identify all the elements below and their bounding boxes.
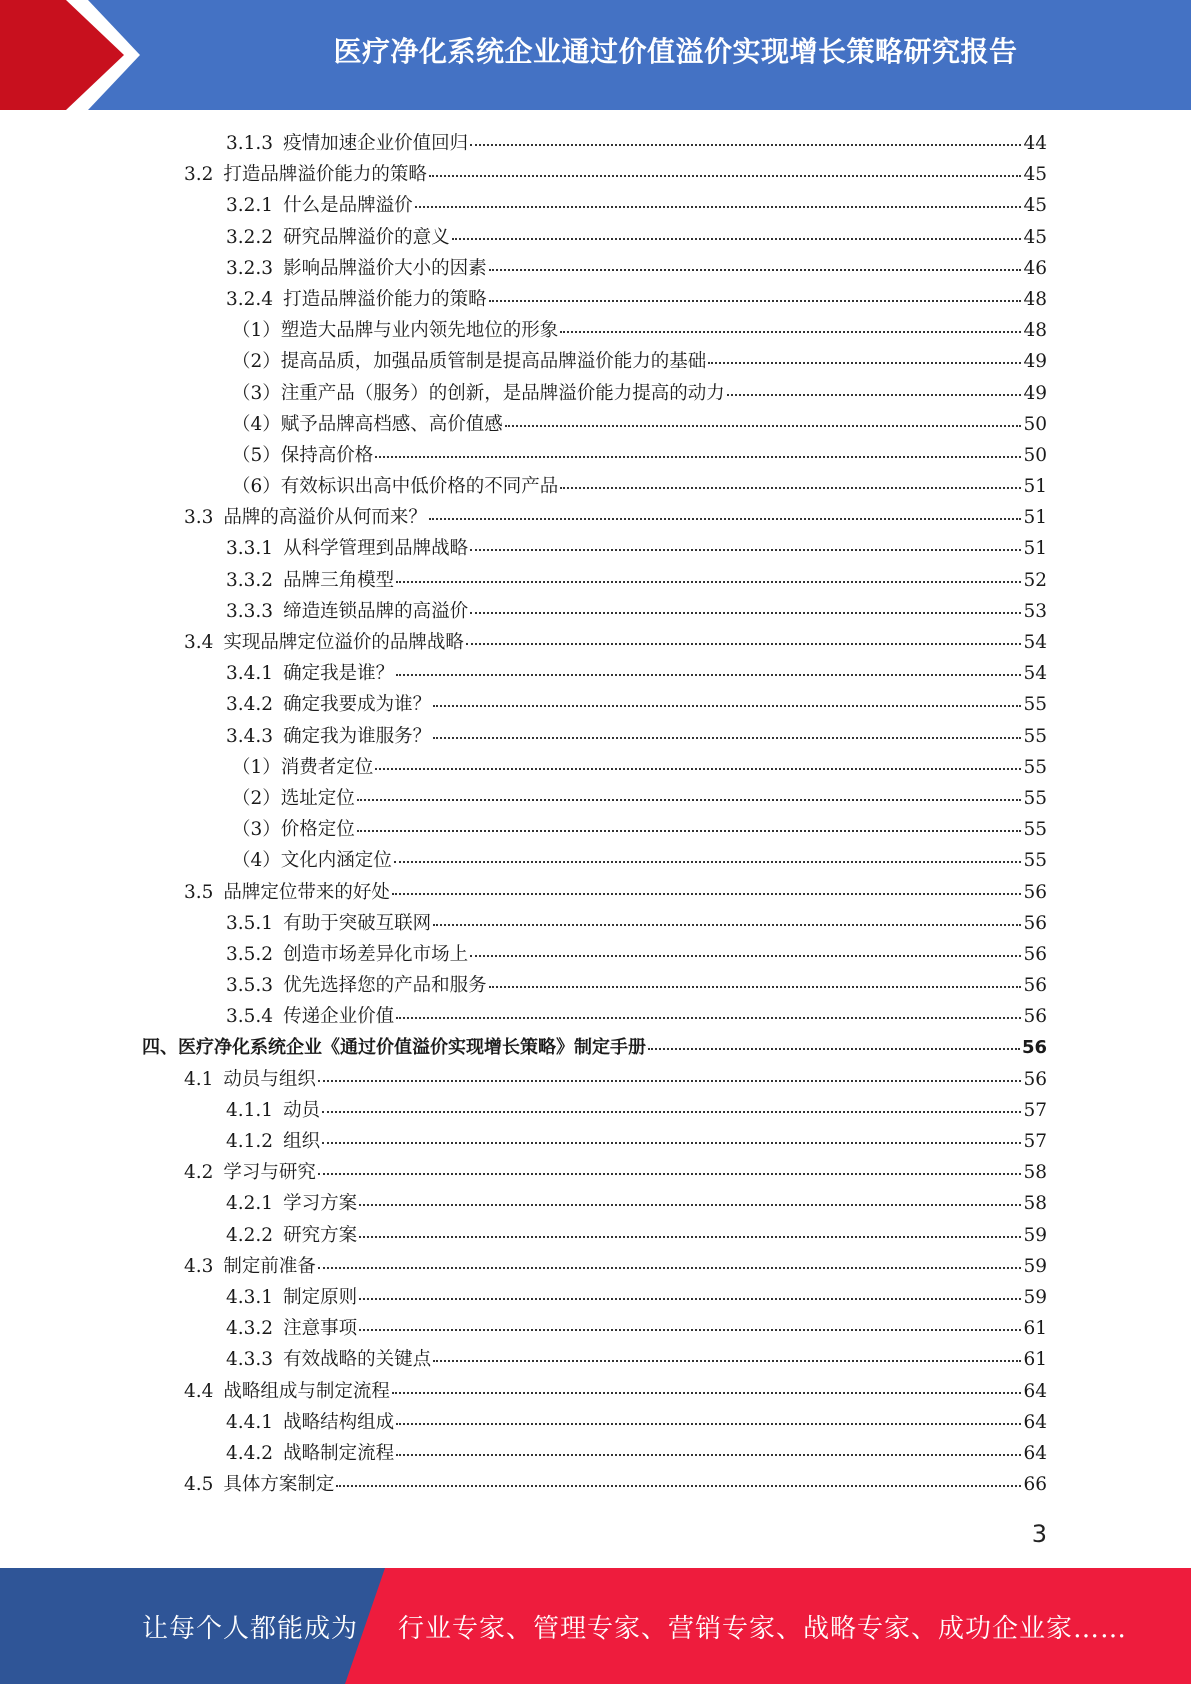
toc-entry-text: （4）赋予品牌高档感、高价值感: [232, 413, 503, 435]
footer-slogan-right: 行业专家、管理专家、营销专家、战略专家、成功企业家……: [398, 1613, 1128, 1644]
toc-entry-text: 有助于突破互联网: [283, 912, 432, 934]
toc-entry-page: 58: [1023, 1193, 1047, 1215]
toc-entry[interactable]: [0, 1251, 1191, 1282]
toc-entry[interactable]: [0, 1126, 1191, 1157]
toc-entry-number: 3.1.3: [226, 133, 274, 154]
toc-entry[interactable]: [0, 284, 1191, 315]
toc-entry-label: [226, 1126, 320, 1157]
toc-entry-number: 3.2.3: [226, 257, 274, 279]
toc-entry-text: 打造品牌溢价能力的策略: [283, 288, 487, 310]
toc-entry-page: 48: [1023, 288, 1047, 310]
toc-dot-leader: [433, 704, 1021, 707]
toc-entry-label: [226, 1220, 357, 1251]
toc-entry-number: 3.3.3: [226, 600, 274, 622]
toc-entry-page: 54: [1023, 632, 1047, 653]
toc-entry[interactable]: [0, 1313, 1191, 1344]
toc-dot-leader: [375, 455, 1021, 458]
toc-entry[interactable]: [0, 471, 1191, 502]
toc-entry-page: 45: [1023, 226, 1047, 248]
toc-entry[interactable]: [0, 533, 1191, 564]
toc-entry-text: （5）保持高价格: [232, 444, 374, 466]
toc-entry[interactable]: [0, 752, 1191, 783]
toc-entry[interactable]: [0, 814, 1191, 845]
toc-entry-text: 优先选择您的产品和服务: [283, 975, 487, 997]
toc-entry-label: [226, 1188, 357, 1219]
toc-entry[interactable]: [0, 502, 1191, 533]
toc-entry-text: 研究方案: [283, 1224, 358, 1246]
toc-entry[interactable]: [0, 1064, 1191, 1095]
toc-entry-text: 什么是品牌溢价: [283, 195, 413, 217]
toc-entry-label: [232, 845, 392, 876]
toc-entry-text: 战略结构组成: [283, 1411, 395, 1433]
toc-entry-page: 61: [1023, 1318, 1047, 1340]
toc-entry-label: [226, 533, 468, 564]
toc-entry[interactable]: [0, 627, 1191, 658]
toc-dot-leader: [415, 205, 1022, 208]
toc-entry-label: [226, 1001, 394, 1032]
toc-entry[interactable]: [0, 1095, 1191, 1126]
toc-entry-text: 有效战略的关键点: [283, 1349, 432, 1371]
toc-entry-text: （6）有效标识出高中低价格的不同产品: [232, 476, 559, 498]
toc-entry[interactable]: [0, 1407, 1191, 1438]
toc-entry-label: [226, 1438, 394, 1469]
toc-entry-number: 4.3.2: [226, 1318, 274, 1340]
toc-entry-page: 53: [1023, 600, 1047, 622]
toc-dot-leader: [394, 860, 1022, 863]
toc-dot-leader: [359, 1328, 1021, 1331]
toc-entry-label: [226, 1344, 431, 1375]
toc-entry-label: [184, 627, 464, 658]
toc-entry-label: [226, 222, 450, 253]
toc-entry[interactable]: [0, 253, 1191, 284]
toc-dot-leader: [433, 1359, 1021, 1362]
toc-dot-leader: [489, 299, 1022, 302]
toc-dot-leader: [359, 1297, 1021, 1300]
toc-entry-number: 4.4: [184, 1380, 214, 1402]
toc-entry-number: 4.5: [184, 1474, 214, 1496]
toc-entry-text: 战略组成与制定流程: [223, 1380, 390, 1402]
toc-entry-label: [232, 409, 503, 440]
toc-entry-page: 46: [1023, 257, 1047, 279]
toc-entry[interactable]: [0, 1469, 1191, 1500]
toc-entry[interactable]: [0, 1282, 1191, 1313]
toc-entry[interactable]: [0, 689, 1191, 720]
toc-entry-label: [184, 1469, 334, 1500]
toc-entry-number: 3.3: [184, 507, 214, 529]
toc-entry-text: 学习与研究: [223, 1162, 316, 1184]
toc-entry-label: [142, 1032, 646, 1063]
header-arrow-decoration: [0, 0, 160, 110]
toc-entry-label: [184, 1157, 316, 1188]
toc-dot-leader: [489, 268, 1022, 271]
toc-entry-number: 4.3: [184, 1255, 214, 1277]
toc-entry-page: 51: [1023, 476, 1047, 498]
toc-entry-page: 56: [1023, 881, 1047, 903]
toc-entry[interactable]: [0, 1376, 1191, 1407]
toc-entry-page: 55: [1023, 819, 1047, 841]
toc-entry-number: 3.4.3: [226, 725, 274, 747]
toc-entry-label: [232, 346, 706, 377]
toc-dot-leader: [470, 611, 1021, 614]
toc-entry-label: [226, 1407, 394, 1438]
toc-entry[interactable]: [0, 128, 1191, 159]
toc-entry-label: [226, 253, 487, 284]
toc-entry-text: （4）文化内涵定位: [232, 850, 392, 872]
toc-entry-number: 4.4.1: [226, 1411, 274, 1433]
toc-entry-text: 打造品牌溢价能力的策略: [223, 164, 427, 186]
toc-dot-leader: [375, 767, 1021, 770]
toc-entry-text: 动员与组织: [223, 1068, 316, 1090]
toc-dot-leader: [336, 1484, 1021, 1487]
toc-entry[interactable]: [0, 1001, 1191, 1032]
toc-entry-label: [232, 752, 373, 783]
toc-entry[interactable]: [0, 190, 1191, 221]
toc-dot-leader: [560, 486, 1021, 489]
toc-entry-label: [226, 565, 394, 596]
toc-entry-number: 4.1: [184, 1068, 214, 1090]
table-of-contents: [0, 128, 1191, 1500]
toc-dot-leader: [489, 985, 1022, 988]
toc-entry[interactable]: [0, 222, 1191, 253]
toc-entry-number: 3.5.4: [226, 1006, 274, 1028]
toc-entry-label: [226, 1095, 320, 1126]
toc-dot-leader: [452, 237, 1022, 240]
toc-entry-label: [226, 284, 487, 315]
toc-entry[interactable]: [0, 596, 1191, 627]
toc-entry-text: 组织: [283, 1131, 321, 1152]
toc-entry-page: 49: [1023, 351, 1047, 373]
toc-entry-number: 4.3.3: [226, 1349, 274, 1371]
toc-entry-label: [226, 908, 431, 939]
toc-dot-leader: [429, 517, 1022, 520]
toc-entry-page: 55: [1023, 787, 1047, 809]
toc-dot-leader: [727, 393, 1022, 396]
toc-entry-number: 3.5.1: [226, 912, 274, 934]
toc-entry[interactable]: [0, 658, 1191, 689]
toc-entry-text: 疫情加速企业价值回归: [283, 133, 469, 154]
toc-dot-leader: [708, 361, 1021, 364]
toc-entry-page: 45: [1023, 164, 1047, 186]
toc-entry-label: [184, 1376, 390, 1407]
toc-entry-number: 3.5: [184, 881, 214, 903]
toc-entry-text: 注意事项: [283, 1318, 358, 1340]
toc-dot-leader: [429, 174, 1022, 177]
toc-entry-page: 51: [1023, 538, 1047, 560]
toc-entry[interactable]: [0, 346, 1191, 377]
toc-dot-leader: [396, 580, 1021, 583]
toc-entry[interactable]: [0, 908, 1191, 939]
toc-entry-page: 55: [1023, 850, 1047, 872]
toc-entry-page: 55: [1023, 725, 1047, 747]
toc-entry-label: [232, 471, 558, 502]
toc-entry-text: （1）塑造大品牌与业内领先地位的形象: [232, 320, 559, 342]
toc-entry-number: 4.2.1: [226, 1193, 274, 1215]
toc-entry-text: 制定原则: [283, 1286, 358, 1308]
toc-entry-page: 55: [1023, 756, 1047, 778]
toc-entry-page: 52: [1023, 569, 1047, 591]
toc-entry-page: 56: [1023, 1006, 1047, 1028]
toc-entry-text: 确定我要成为谁？: [283, 694, 432, 716]
toc-entry-number: 3.2: [184, 164, 214, 186]
toc-entry-text: （2）选址定位: [232, 787, 355, 809]
toc-entry-label: [226, 190, 413, 221]
toc-entry-page: 57: [1023, 1099, 1047, 1121]
toc-dot-leader: [396, 1016, 1021, 1019]
toc-dot-leader: [433, 923, 1021, 926]
toc-entry-page: 56: [1023, 912, 1047, 934]
toc-entry-page: 64: [1023, 1380, 1047, 1402]
toc-dot-leader: [433, 736, 1021, 739]
toc-entry-number: 4.2.2: [226, 1224, 274, 1246]
toc-dot-leader: [359, 1235, 1021, 1238]
toc-dot-leader: [470, 548, 1021, 551]
toc-entry-page: 59: [1023, 1286, 1047, 1308]
toc-entry[interactable]: [0, 1438, 1191, 1469]
page-number: 3: [1031, 1520, 1047, 1548]
toc-dot-leader: [396, 1453, 1021, 1456]
toc-entry-page: 59: [1023, 1255, 1047, 1277]
toc-entry-label: [226, 128, 468, 159]
toc-entry[interactable]: [0, 159, 1191, 190]
toc-entry-text: 具体方案制定: [223, 1474, 335, 1496]
toc-dot-leader: [392, 892, 1022, 895]
toc-dot-leader: [392, 1391, 1022, 1394]
toc-entry-number: 4.4.2: [226, 1442, 274, 1464]
toc-entry[interactable]: [0, 565, 1191, 596]
toc-entry-label: [232, 378, 725, 409]
toc-entry[interactable]: [0, 440, 1191, 471]
toc-entry-number: 3.4.1: [226, 663, 274, 685]
toc-entry-label: [226, 970, 487, 1001]
toc-entry[interactable]: [0, 409, 1191, 440]
toc-dot-leader: [322, 1110, 1021, 1113]
toc-entry-label: [226, 939, 468, 970]
toc-entry-page: 58: [1023, 1162, 1047, 1184]
toc-entry-text: 研究品牌溢价的意义: [283, 226, 450, 248]
toc-entry-text: （2）提高品质，加强品质管制是提高品牌溢价能力的基础: [232, 351, 707, 373]
toc-entry-number: 3.2.1: [226, 195, 274, 217]
toc-entry-text: 影响品牌溢价大小的因素: [283, 257, 487, 279]
toc-entry[interactable]: [0, 1157, 1191, 1188]
toc-entry[interactable]: [0, 845, 1191, 876]
toc-entry-text: 品牌的高溢价从何而来？: [223, 507, 427, 529]
toc-entry-page: 48: [1023, 320, 1047, 342]
toc-entry-label: [184, 1251, 316, 1282]
toc-entry-number: 3.2.2: [226, 226, 274, 248]
toc-entry[interactable]: [0, 1188, 1191, 1219]
toc-entry-page: 49: [1023, 382, 1047, 404]
toc-entry-text: 传递企业价值: [283, 1006, 395, 1028]
page-footer: [0, 1568, 1191, 1684]
toc-entry-text: 创造市场差异化市场上: [283, 943, 469, 965]
toc-entry-number: 4.1.2: [226, 1131, 274, 1152]
toc-entry-label: [184, 1064, 316, 1095]
toc-entry-number: 3.4.2: [226, 694, 274, 716]
toc-entry-page: 56: [1021, 1037, 1047, 1059]
toc-entry-text: 品牌三角模型: [283, 569, 395, 591]
toc-entry-page: 57: [1023, 1131, 1047, 1152]
toc-entry-label: [184, 502, 427, 533]
toc-entry-page: 64: [1023, 1411, 1047, 1433]
toc-entry-page: 51: [1023, 507, 1047, 529]
toc-dot-leader: [648, 1047, 1020, 1050]
toc-entry-page: 56: [1023, 1068, 1047, 1090]
toc-entry-number: 4.3.1: [226, 1286, 274, 1308]
toc-entry-label: [232, 315, 558, 346]
toc-dot-leader: [318, 1172, 1022, 1175]
toc-entry-text: 动员: [283, 1099, 321, 1121]
toc-entry-text: 制定前准备: [223, 1255, 316, 1277]
toc-dot-leader: [470, 954, 1021, 957]
toc-entry-page: 64: [1023, 1442, 1047, 1464]
toc-entry-page: 55: [1023, 694, 1047, 716]
toc-entry[interactable]: [0, 1032, 1191, 1063]
toc-entry-number: 3.5.3: [226, 975, 274, 997]
toc-entry-number: 3.4: [184, 632, 214, 653]
toc-dot-leader: [357, 798, 1022, 801]
toc-entry-label: [226, 689, 431, 720]
toc-entry[interactable]: [0, 1220, 1191, 1251]
toc-dot-leader: [359, 1203, 1021, 1206]
toc-entry[interactable]: [0, 783, 1191, 814]
toc-dot-leader: [466, 642, 1022, 645]
toc-entry-label: [184, 159, 427, 190]
toc-entry-text: 确定我为谁服务？: [283, 725, 432, 747]
toc-entry[interactable]: [0, 378, 1191, 409]
toc-entry-number: 3.3.1: [226, 538, 274, 560]
toc-entry[interactable]: [0, 939, 1191, 970]
toc-entry-text: 品牌定位带来的好处: [223, 881, 390, 903]
toc-entry-number: 3.3.2: [226, 569, 274, 591]
toc-entry[interactable]: [0, 1344, 1191, 1375]
toc-entry-number: 4.2: [184, 1162, 214, 1184]
toc-entry-page: 50: [1023, 413, 1047, 435]
toc-entry-page: 56: [1023, 975, 1047, 997]
toc-entry-label: [232, 440, 373, 471]
toc-entry-text: 战略制定流程: [283, 1442, 395, 1464]
toc-entry-label: [226, 1282, 357, 1313]
toc-entry-page: 56: [1023, 943, 1047, 965]
toc-entry-text: 从科学管理到品牌战略: [283, 538, 469, 560]
toc-dot-leader: [318, 1266, 1022, 1269]
toc-entry-text: 学习方案: [283, 1193, 358, 1215]
toc-dot-leader: [396, 673, 1021, 676]
toc-entry[interactable]: [0, 721, 1191, 752]
toc-entry-label: [226, 596, 468, 627]
toc-dot-leader: [318, 1079, 1022, 1082]
toc-entry-text: 确定我是谁？: [283, 663, 395, 685]
toc-entry-text: （3）价格定位: [232, 819, 355, 841]
toc-entry-page: 61: [1023, 1349, 1047, 1371]
toc-entry-page: 54: [1023, 663, 1047, 685]
toc-entry-text: 实现品牌定位溢价的品牌战略: [223, 632, 464, 653]
toc-entry-label: [226, 721, 431, 752]
toc-entry-page: 50: [1023, 444, 1047, 466]
toc-entry-label: [232, 814, 355, 845]
toc-dot-leader: [505, 424, 1022, 427]
toc-entry-label: [226, 1313, 357, 1344]
footer-slogan-left: 让每个人都能成为: [142, 1613, 359, 1644]
toc-entry-label: [232, 783, 355, 814]
toc-dot-leader: [322, 1141, 1021, 1144]
toc-entry-page: 45: [1023, 195, 1047, 217]
toc-dot-leader: [357, 829, 1022, 832]
toc-entry[interactable]: [0, 315, 1191, 346]
page-header: [0, 0, 1191, 110]
toc-dot-leader: [396, 1422, 1021, 1425]
toc-entry[interactable]: [0, 877, 1191, 908]
toc-entry-number: 4.1.1: [226, 1099, 274, 1121]
toc-dot-leader: [560, 330, 1021, 333]
toc-entry-text: （3）注重产品（服务）的创新，是品牌溢价能力提高的动力: [232, 382, 725, 404]
toc-entry-label: [226, 658, 394, 689]
toc-entry-number: 3.2.4: [226, 288, 274, 310]
toc-entry-text: 缔造连锁品牌的高溢价: [283, 600, 469, 622]
toc-entry-page: 66: [1023, 1474, 1047, 1496]
toc-entry-text: （1）消费者定位: [232, 756, 374, 778]
toc-entry-page: 59: [1023, 1224, 1047, 1246]
document-title: 医疗净化系统企业通过价值溢价实现增长策略研究报告: [333, 35, 1018, 68]
toc-entry[interactable]: [0, 970, 1191, 1001]
toc-entry-number: 3.5.2: [226, 943, 274, 965]
toc-entry-text: 四、医疗净化系统企业《通过价值溢价实现增长策略》制定手册: [142, 1037, 646, 1059]
toc-dot-leader: [470, 143, 1021, 146]
toc-entry-label: [184, 877, 390, 908]
toc-entry-page: 44: [1023, 133, 1047, 154]
